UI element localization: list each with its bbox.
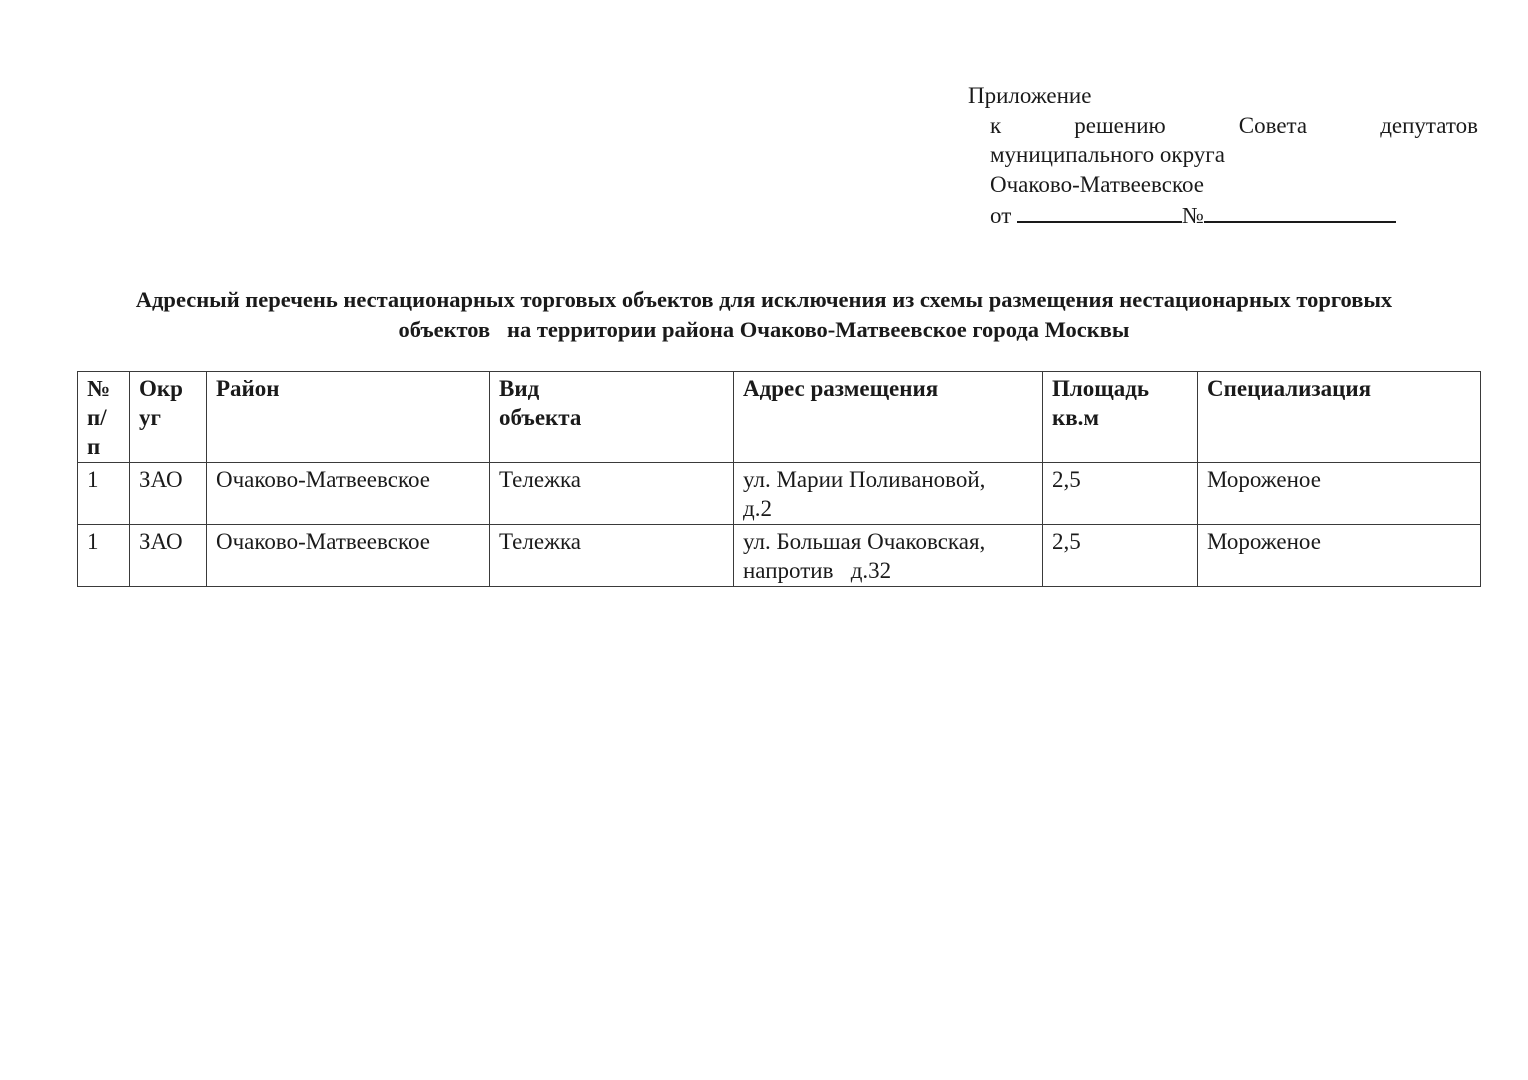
annex-district-line: Очаково-Матвеевское [990, 171, 1204, 197]
cell-object-type: Тележка [490, 463, 734, 525]
title-line-1: Адресный перечень нестационарных торговых объектов для исключения из схемы размещения нестационарных торговых [135, 287, 1393, 312]
header-address: Адрес размещения [734, 372, 1043, 463]
cell-address: ул. Марии Поливановой, д.2 [734, 463, 1043, 525]
annex-date-number-line [968, 199, 1478, 231]
cell-district: Очаково-Матвеевское [207, 463, 490, 525]
annex-word: Совета [1238, 112, 1308, 138]
cell-okrug: ЗАО [130, 525, 207, 587]
cell-area: 2,5 [1043, 463, 1198, 525]
number-sign: № [1182, 203, 1204, 228]
cell-specialization: Мороженое [1198, 463, 1481, 525]
annex-decision-line [968, 111, 1478, 141]
header-specialization: Специализация [1198, 372, 1481, 463]
date-blank [1017, 199, 1182, 223]
table-row [78, 525, 1481, 587]
cell-district: Очаково-Матвеевское [207, 525, 490, 587]
cell-area: 2,5 [1043, 525, 1198, 587]
header-area: Площадь кв.м [1043, 372, 1198, 463]
header-number: № п/ п [78, 372, 130, 463]
objects-table [77, 371, 1481, 587]
annex-municipal-line: муниципального округа [990, 142, 1225, 167]
annex-heading: Приложение [968, 83, 1092, 108]
header-okrug: Окр уг [130, 372, 207, 463]
date-prefix: от [990, 203, 1012, 228]
annex-word: решению [1074, 112, 1166, 138]
cell-address: ул. Большая Очаковская, напротив д.32 [734, 525, 1043, 587]
number-blank [1204, 199, 1396, 223]
title-line-2: объектов на территории района Очаково-Матвеевское города Москвы [398, 317, 1130, 342]
header-object-type: Вид объекта [490, 372, 734, 463]
cell-number: 1 [78, 525, 130, 587]
header-district: Район [207, 372, 490, 463]
cell-specialization: Мороженое [1198, 525, 1481, 587]
cell-okrug: ЗАО [130, 463, 207, 525]
document-title [40, 285, 1488, 345]
annex-word: депутатов [1380, 112, 1478, 138]
annex-block [968, 81, 1478, 231]
table-header-row [78, 372, 1481, 463]
annex-word: к [990, 112, 1002, 138]
table-row [78, 463, 1481, 525]
cell-object-type: Тележка [490, 525, 734, 587]
cell-number: 1 [78, 463, 130, 525]
